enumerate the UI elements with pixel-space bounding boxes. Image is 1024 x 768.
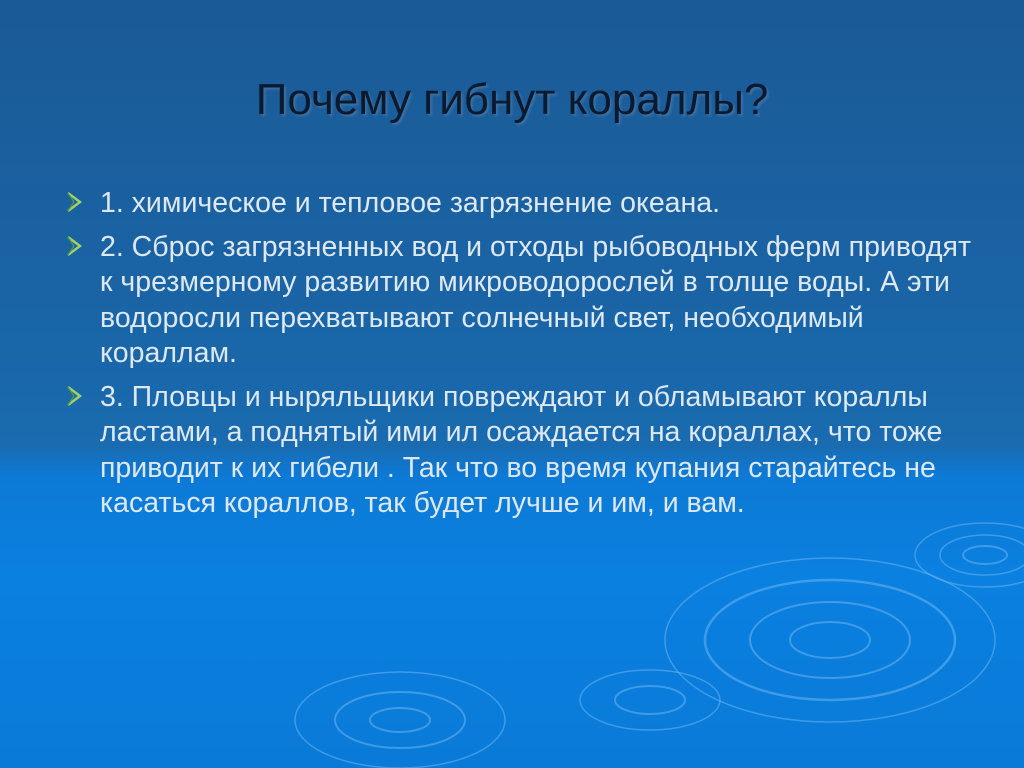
bullet-item (62, 380, 982, 522)
bullet-text: 1. химическое и тепловое загрязнение океана. (100, 187, 721, 219)
arrow-chevron-icon (64, 233, 86, 259)
bullet-list (62, 186, 982, 530)
arrow-chevron-icon (64, 383, 86, 409)
bullet-text: 3. Пловцы и ныряльщики повреждают и обламывают кораллы ластами, а поднятый ими ил осаждается на кораллах, что тоже приводит к их гибели . Так что во время купания старайтесь не касаться кораллов, так будет лучше и им, и вам. (100, 380, 943, 519)
arrow-chevron-icon (64, 189, 86, 215)
slide-title: Почему гибнут кораллы? (255, 75, 769, 124)
bullet-text: 2. Сброс загрязненных вод и отходы рыбоводных ферм приводят к чрезмерному развитию микроводорослей в толще воды. А эти водоросли перехватывают солнечный свет, необходимый кораллам. (100, 230, 972, 369)
bullet-item (62, 230, 982, 372)
bullet-item (62, 186, 982, 222)
